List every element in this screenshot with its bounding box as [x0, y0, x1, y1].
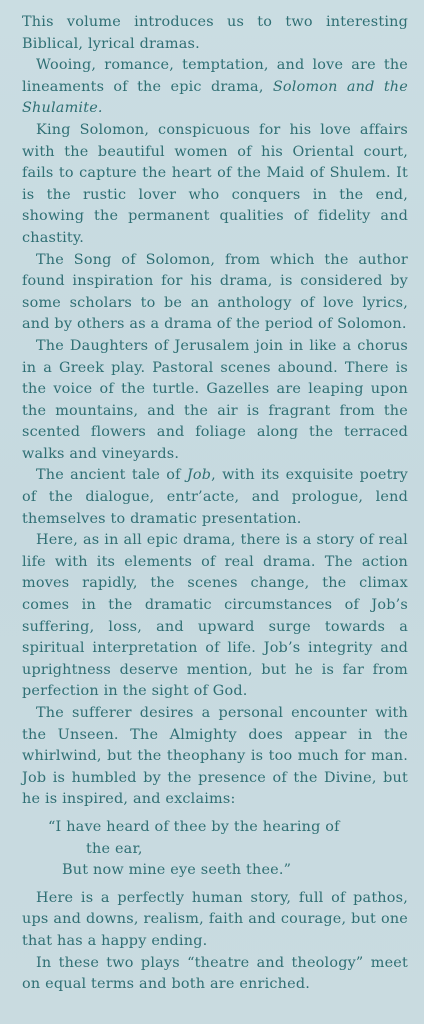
paragraph-king-solomon: King Solomon, conspicuous for his love affairs with the beautiful women of his Oriental court, fails to capture the heart of the Maid of Shulem. It is the rustic lover who conquers in the end, showing the permanent qualities of fidelity and chastity. — [22, 121, 408, 246]
paragraph-daughters-of-jerusalem: The Daughters of Jerusalem join in like a chorus in a Greek play. Pastoral scenes abound. There is the voice of the turtle. Gazelles are leaping upon the mountains, and the air is fragrant from the scented flowers and foliage along the terraced walks and vineyards. — [22, 337, 408, 462]
paragraph-human-story: Here is a perfectly human story, full of pathos, ups and downs, realism, faith and courage, but one that has a happy ending. — [22, 889, 408, 949]
scripture-quote — [22, 817, 408, 882]
paragraph-wooing — [22, 55, 408, 120]
title-solomon-shulamite: Solomon and the Shulamite. — [22, 78, 408, 117]
quote-line-1: “I have heard of thee by the hearing of — [48, 818, 340, 835]
paragraph-sufferer: The sufferer desires a personal encounter with the Unseen. The Almighty does appear in the whirlwind, but the theophany is too much for man. Job is humbled by the presence of the Divine, but he is inspired, and exclaims: — [22, 705, 408, 808]
paragraph-song-of-solomon: The Song of Solomon, from which the author found inspiration for his drama, is considered by some scholars to be an anthology of love lyrics, and by others as a drama of the period of Solomon. — [22, 251, 408, 333]
paragraph-theatre-theology: In these two plays “theatre and theology” meet on equal terms and both are enriched. — [22, 954, 408, 993]
quote-line-1-continued: the ear, — [86, 840, 143, 857]
paragraph-epic-drama: Here, as in all epic drama, there is a story of real life with its elements of real drama. The action moves rapidly, the scenes change, the climax comes in the dramatic circumstances of Job’s suffering, loss, and upward surge towards a spiritual interpretation of life. Job’s integrity and uprightness deserve mention, but he is far from perfection in the sight of God. — [22, 532, 408, 700]
title-job: Job — [186, 467, 212, 484]
paragraph-job-text-a: The ancient tale of — [36, 467, 187, 484]
quote-line-2: But now mine eye seeth thee.” — [62, 862, 292, 879]
paragraph-intro: This volume introduces us to two interesting Biblical, lyrical dramas. — [22, 14, 408, 52]
paragraph-wooing-text: Wooing, romance, temptation, and love are the lineaments of the epic drama, — [22, 57, 408, 95]
paragraph-job — [22, 465, 408, 530]
paragraph-job-text-b: , with its exquisite poetry of the dialogue, entr’acte, and prologue, lend themselves to dramatic presentation. — [22, 467, 408, 527]
